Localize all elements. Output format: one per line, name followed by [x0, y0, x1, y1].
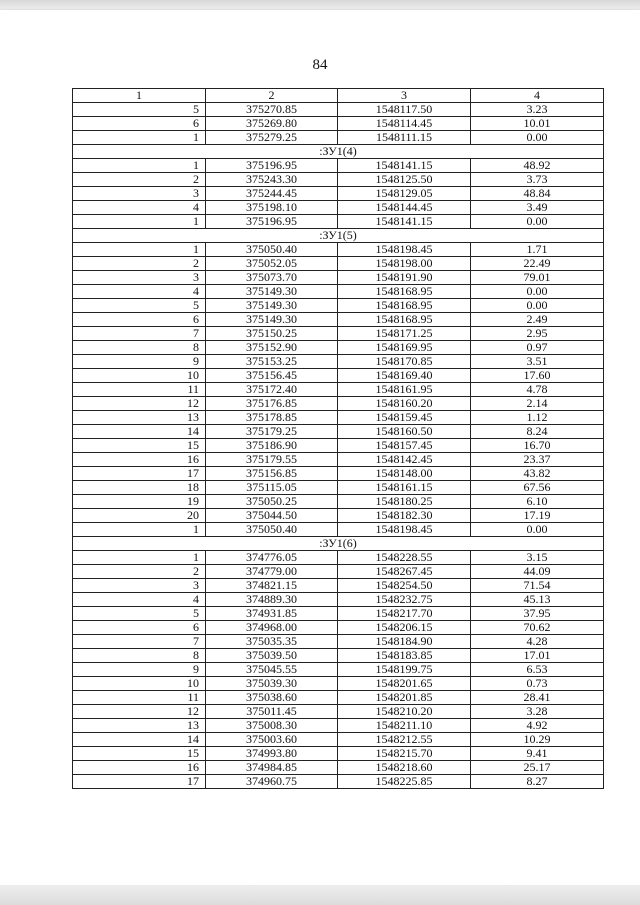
table-row [73, 201, 604, 215]
coordinates-table [72, 88, 604, 789]
point-number-cell: 6 [73, 621, 206, 635]
y-coordinate-cell: 1548170.85 [338, 355, 471, 369]
distance-cell: 6.10 [471, 495, 604, 509]
y-coordinate-cell: 1548159.45 [338, 411, 471, 425]
distance-cell: 3.49 [471, 201, 604, 215]
x-coordinate-cell: 375279.25 [206, 131, 338, 145]
point-number-cell: 6 [73, 313, 206, 327]
point-number-cell: 15 [73, 439, 206, 453]
header-cell: 2 [206, 89, 338, 103]
table-row [73, 775, 604, 789]
distance-cell: 16.70 [471, 439, 604, 453]
table-row [73, 103, 604, 117]
x-coordinate-cell: 375115.05 [206, 481, 338, 495]
y-coordinate-cell: 1548184.90 [338, 635, 471, 649]
point-number-cell: 1 [73, 523, 206, 537]
distance-cell: 37.95 [471, 607, 604, 621]
table-row [73, 649, 604, 663]
table-row [73, 453, 604, 467]
x-coordinate-cell: 375244.45 [206, 187, 338, 201]
y-coordinate-cell: 1548210.20 [338, 705, 471, 719]
distance-cell: 2.14 [471, 397, 604, 411]
point-number-cell: 9 [73, 355, 206, 369]
table-row [73, 173, 604, 187]
table-row [73, 425, 604, 439]
y-coordinate-cell: 1548168.95 [338, 313, 471, 327]
y-coordinate-cell: 1548160.50 [338, 425, 471, 439]
x-coordinate-cell: 375156.85 [206, 467, 338, 481]
point-number-cell: 1 [73, 243, 206, 257]
scan-bottom-edge [0, 885, 640, 905]
point-number-cell: 12 [73, 705, 206, 719]
y-coordinate-cell: 1548254.50 [338, 579, 471, 593]
distance-cell: 3.23 [471, 103, 604, 117]
table-row [73, 509, 604, 523]
point-number-cell: 3 [73, 271, 206, 285]
y-coordinate-cell: 1548168.95 [338, 299, 471, 313]
y-coordinate-cell: 1548199.75 [338, 663, 471, 677]
x-coordinate-cell: 375153.25 [206, 355, 338, 369]
x-coordinate-cell: 375196.95 [206, 215, 338, 229]
y-coordinate-cell: 1548117.50 [338, 103, 471, 117]
x-coordinate-cell: 375039.50 [206, 649, 338, 663]
x-coordinate-cell: 375270.85 [206, 103, 338, 117]
header-cell: 1 [73, 89, 206, 103]
distance-cell: 3.28 [471, 705, 604, 719]
table-row [73, 635, 604, 649]
distance-cell: 48.84 [471, 187, 604, 201]
distance-cell: 22.49 [471, 257, 604, 271]
table-row [73, 607, 604, 621]
distance-cell: 25.17 [471, 761, 604, 775]
y-coordinate-cell: 1548161.95 [338, 383, 471, 397]
point-number-cell: 4 [73, 285, 206, 299]
distance-cell: 0.00 [471, 523, 604, 537]
distance-cell: 45.13 [471, 593, 604, 607]
y-coordinate-cell: 1548225.85 [338, 775, 471, 789]
table-row [73, 523, 604, 537]
group-header-row [73, 229, 604, 243]
distance-cell: 67.56 [471, 481, 604, 495]
point-number-cell: 3 [73, 187, 206, 201]
y-coordinate-cell: 1548169.40 [338, 369, 471, 383]
x-coordinate-cell: 375003.60 [206, 733, 338, 747]
point-number-cell: 14 [73, 425, 206, 439]
table-row [73, 481, 604, 495]
y-coordinate-cell: 1548228.55 [338, 551, 471, 565]
distance-cell: 3.15 [471, 551, 604, 565]
y-coordinate-cell: 1548125.50 [338, 173, 471, 187]
point-number-cell: 2 [73, 257, 206, 271]
x-coordinate-cell: 375186.90 [206, 439, 338, 453]
distance-cell: 0.73 [471, 677, 604, 691]
table-row [73, 397, 604, 411]
point-number-cell: 1 [73, 159, 206, 173]
group-label: :ЗУ1(5) [73, 229, 604, 243]
y-coordinate-cell: 1548141.15 [338, 159, 471, 173]
y-coordinate-cell: 1548111.15 [338, 131, 471, 145]
x-coordinate-cell: 375196.95 [206, 159, 338, 173]
point-number-cell: 11 [73, 383, 206, 397]
y-coordinate-cell: 1548160.20 [338, 397, 471, 411]
distance-cell: 0.00 [471, 299, 604, 313]
x-coordinate-cell: 375179.55 [206, 453, 338, 467]
x-coordinate-cell: 375038.60 [206, 691, 338, 705]
distance-cell: 4.28 [471, 635, 604, 649]
table-row [73, 677, 604, 691]
x-coordinate-cell: 375052.05 [206, 257, 338, 271]
distance-cell: 17.01 [471, 649, 604, 663]
point-number-cell: 19 [73, 495, 206, 509]
table-row [73, 243, 604, 257]
header-cell: 4 [471, 89, 604, 103]
table-row [73, 705, 604, 719]
table-row [73, 187, 604, 201]
y-coordinate-cell: 1548142.45 [338, 453, 471, 467]
table-header-row [73, 89, 604, 103]
x-coordinate-cell: 375178.85 [206, 411, 338, 425]
y-coordinate-cell: 1548206.15 [338, 621, 471, 635]
point-number-cell: 5 [73, 103, 206, 117]
scan-top-edge [0, 0, 640, 10]
x-coordinate-cell: 374993.80 [206, 747, 338, 761]
distance-cell: 1.12 [471, 411, 604, 425]
point-number-cell: 1 [73, 215, 206, 229]
x-coordinate-cell: 374821.15 [206, 579, 338, 593]
distance-cell: 0.97 [471, 341, 604, 355]
table-row [73, 761, 604, 775]
x-coordinate-cell: 374776.05 [206, 551, 338, 565]
distance-cell: 23.37 [471, 453, 604, 467]
x-coordinate-cell: 375176.85 [206, 397, 338, 411]
x-coordinate-cell: 375156.45 [206, 369, 338, 383]
y-coordinate-cell: 1548161.15 [338, 481, 471, 495]
x-coordinate-cell: 375149.30 [206, 313, 338, 327]
y-coordinate-cell: 1548182.30 [338, 509, 471, 523]
y-coordinate-cell: 1548144.45 [338, 201, 471, 215]
y-coordinate-cell: 1548183.85 [338, 649, 471, 663]
distance-cell: 9.41 [471, 747, 604, 761]
point-number-cell: 8 [73, 341, 206, 355]
distance-cell: 48.92 [471, 159, 604, 173]
x-coordinate-cell: 375039.30 [206, 677, 338, 691]
distance-cell: 43.82 [471, 467, 604, 481]
point-number-cell: 4 [73, 593, 206, 607]
x-coordinate-cell: 374968.00 [206, 621, 338, 635]
distance-cell: 10.29 [471, 733, 604, 747]
table-row [73, 579, 604, 593]
table-row [73, 495, 604, 509]
point-number-cell: 1 [73, 131, 206, 145]
y-coordinate-cell: 1548148.00 [338, 467, 471, 481]
x-coordinate-cell: 374960.75 [206, 775, 338, 789]
group-header-row [73, 145, 604, 159]
point-number-cell: 12 [73, 397, 206, 411]
y-coordinate-cell: 1548201.65 [338, 677, 471, 691]
distance-cell: 8.24 [471, 425, 604, 439]
point-number-cell: 10 [73, 677, 206, 691]
table-row [73, 593, 604, 607]
distance-cell: 79.01 [471, 271, 604, 285]
distance-cell: 10.01 [471, 117, 604, 131]
y-coordinate-cell: 1548168.95 [338, 285, 471, 299]
table-row [73, 691, 604, 705]
y-coordinate-cell: 1548198.00 [338, 257, 471, 271]
group-header-row [73, 537, 604, 551]
group-label: :ЗУ1(4) [73, 145, 604, 159]
x-coordinate-cell: 375045.55 [206, 663, 338, 677]
x-coordinate-cell: 375269.80 [206, 117, 338, 131]
x-coordinate-cell: 375152.90 [206, 341, 338, 355]
point-number-cell: 7 [73, 635, 206, 649]
x-coordinate-cell: 374931.85 [206, 607, 338, 621]
point-number-cell: 13 [73, 411, 206, 425]
distance-cell: 2.49 [471, 313, 604, 327]
table-row [73, 565, 604, 579]
y-coordinate-cell: 1548217.70 [338, 607, 471, 621]
table-row [73, 271, 604, 285]
x-coordinate-cell: 375243.30 [206, 173, 338, 187]
table-row [73, 131, 604, 145]
point-number-cell: 16 [73, 453, 206, 467]
distance-cell: 70.62 [471, 621, 604, 635]
point-number-cell: 13 [73, 719, 206, 733]
table-row [73, 621, 604, 635]
y-coordinate-cell: 1548267.45 [338, 565, 471, 579]
y-coordinate-cell: 1548114.45 [338, 117, 471, 131]
table-row [73, 159, 604, 173]
y-coordinate-cell: 1548212.55 [338, 733, 471, 747]
x-coordinate-cell: 375172.40 [206, 383, 338, 397]
point-number-cell: 20 [73, 509, 206, 523]
point-number-cell: 16 [73, 761, 206, 775]
group-label: :ЗУ1(6) [73, 537, 604, 551]
page-number: 84 [312, 57, 328, 73]
x-coordinate-cell: 374889.30 [206, 593, 338, 607]
point-number-cell: 3 [73, 579, 206, 593]
distance-cell: 1.71 [471, 243, 604, 257]
y-coordinate-cell: 1548198.45 [338, 243, 471, 257]
point-number-cell: 18 [73, 481, 206, 495]
distance-cell: 44.09 [471, 565, 604, 579]
y-coordinate-cell: 1548232.75 [338, 593, 471, 607]
y-coordinate-cell: 1548171.25 [338, 327, 471, 341]
distance-cell: 0.00 [471, 215, 604, 229]
y-coordinate-cell: 1548129.05 [338, 187, 471, 201]
x-coordinate-cell: 374984.85 [206, 761, 338, 775]
distance-cell: 3.51 [471, 355, 604, 369]
y-coordinate-cell: 1548157.45 [338, 439, 471, 453]
table-row [73, 117, 604, 131]
point-number-cell: 7 [73, 327, 206, 341]
point-number-cell: 5 [73, 607, 206, 621]
y-coordinate-cell: 1548211.10 [338, 719, 471, 733]
x-coordinate-cell: 375150.25 [206, 327, 338, 341]
x-coordinate-cell: 375179.25 [206, 425, 338, 439]
distance-cell: 4.92 [471, 719, 604, 733]
x-coordinate-cell: 375149.30 [206, 299, 338, 313]
point-number-cell: 4 [73, 201, 206, 215]
y-coordinate-cell: 1548198.45 [338, 523, 471, 537]
point-number-cell: 2 [73, 173, 206, 187]
x-coordinate-cell: 375050.25 [206, 495, 338, 509]
distance-cell: 17.19 [471, 509, 604, 523]
table-row [73, 719, 604, 733]
y-coordinate-cell: 1548180.25 [338, 495, 471, 509]
table-row [73, 411, 604, 425]
point-number-cell: 14 [73, 733, 206, 747]
distance-cell: 71.54 [471, 579, 604, 593]
x-coordinate-cell: 375044.50 [206, 509, 338, 523]
point-number-cell: 5 [73, 299, 206, 313]
point-number-cell: 17 [73, 467, 206, 481]
point-number-cell: 9 [73, 663, 206, 677]
y-coordinate-cell: 1548215.70 [338, 747, 471, 761]
table-row [73, 467, 604, 481]
y-coordinate-cell: 1548169.95 [338, 341, 471, 355]
distance-cell: 6.53 [471, 663, 604, 677]
point-number-cell: 2 [73, 565, 206, 579]
point-number-cell: 11 [73, 691, 206, 705]
distance-cell: 28.41 [471, 691, 604, 705]
y-coordinate-cell: 1548218.60 [338, 761, 471, 775]
x-coordinate-cell: 375149.30 [206, 285, 338, 299]
table-row [73, 285, 604, 299]
distance-cell: 0.00 [471, 285, 604, 299]
table-row [73, 257, 604, 271]
distance-cell: 8.27 [471, 775, 604, 789]
table-row [73, 733, 604, 747]
table-row [73, 313, 604, 327]
x-coordinate-cell: 375050.40 [206, 523, 338, 537]
point-number-cell: 10 [73, 369, 206, 383]
table-row [73, 663, 604, 677]
table-row [73, 439, 604, 453]
table-row [73, 341, 604, 355]
table-row [73, 299, 604, 313]
y-coordinate-cell: 1548191.90 [338, 271, 471, 285]
distance-cell: 3.73 [471, 173, 604, 187]
x-coordinate-cell: 375198.10 [206, 201, 338, 215]
distance-cell: 2.95 [471, 327, 604, 341]
x-coordinate-cell: 375050.40 [206, 243, 338, 257]
x-coordinate-cell: 375035.35 [206, 635, 338, 649]
distance-cell: 4.78 [471, 383, 604, 397]
x-coordinate-cell: 375008.30 [206, 719, 338, 733]
table-row [73, 215, 604, 229]
x-coordinate-cell: 374779.00 [206, 565, 338, 579]
header-cell: 3 [338, 89, 471, 103]
table-row [73, 551, 604, 565]
x-coordinate-cell: 375073.70 [206, 271, 338, 285]
table-row [73, 383, 604, 397]
table-row [73, 369, 604, 383]
point-number-cell: 6 [73, 117, 206, 131]
point-number-cell: 8 [73, 649, 206, 663]
distance-cell: 17.60 [471, 369, 604, 383]
point-number-cell: 17 [73, 775, 206, 789]
table-row [73, 327, 604, 341]
point-number-cell: 1 [73, 551, 206, 565]
y-coordinate-cell: 1548201.85 [338, 691, 471, 705]
y-coordinate-cell: 1548141.15 [338, 215, 471, 229]
x-coordinate-cell: 375011.45 [206, 705, 338, 719]
distance-cell: 0.00 [471, 131, 604, 145]
point-number-cell: 15 [73, 747, 206, 761]
table-row [73, 747, 604, 761]
table-row [73, 355, 604, 369]
